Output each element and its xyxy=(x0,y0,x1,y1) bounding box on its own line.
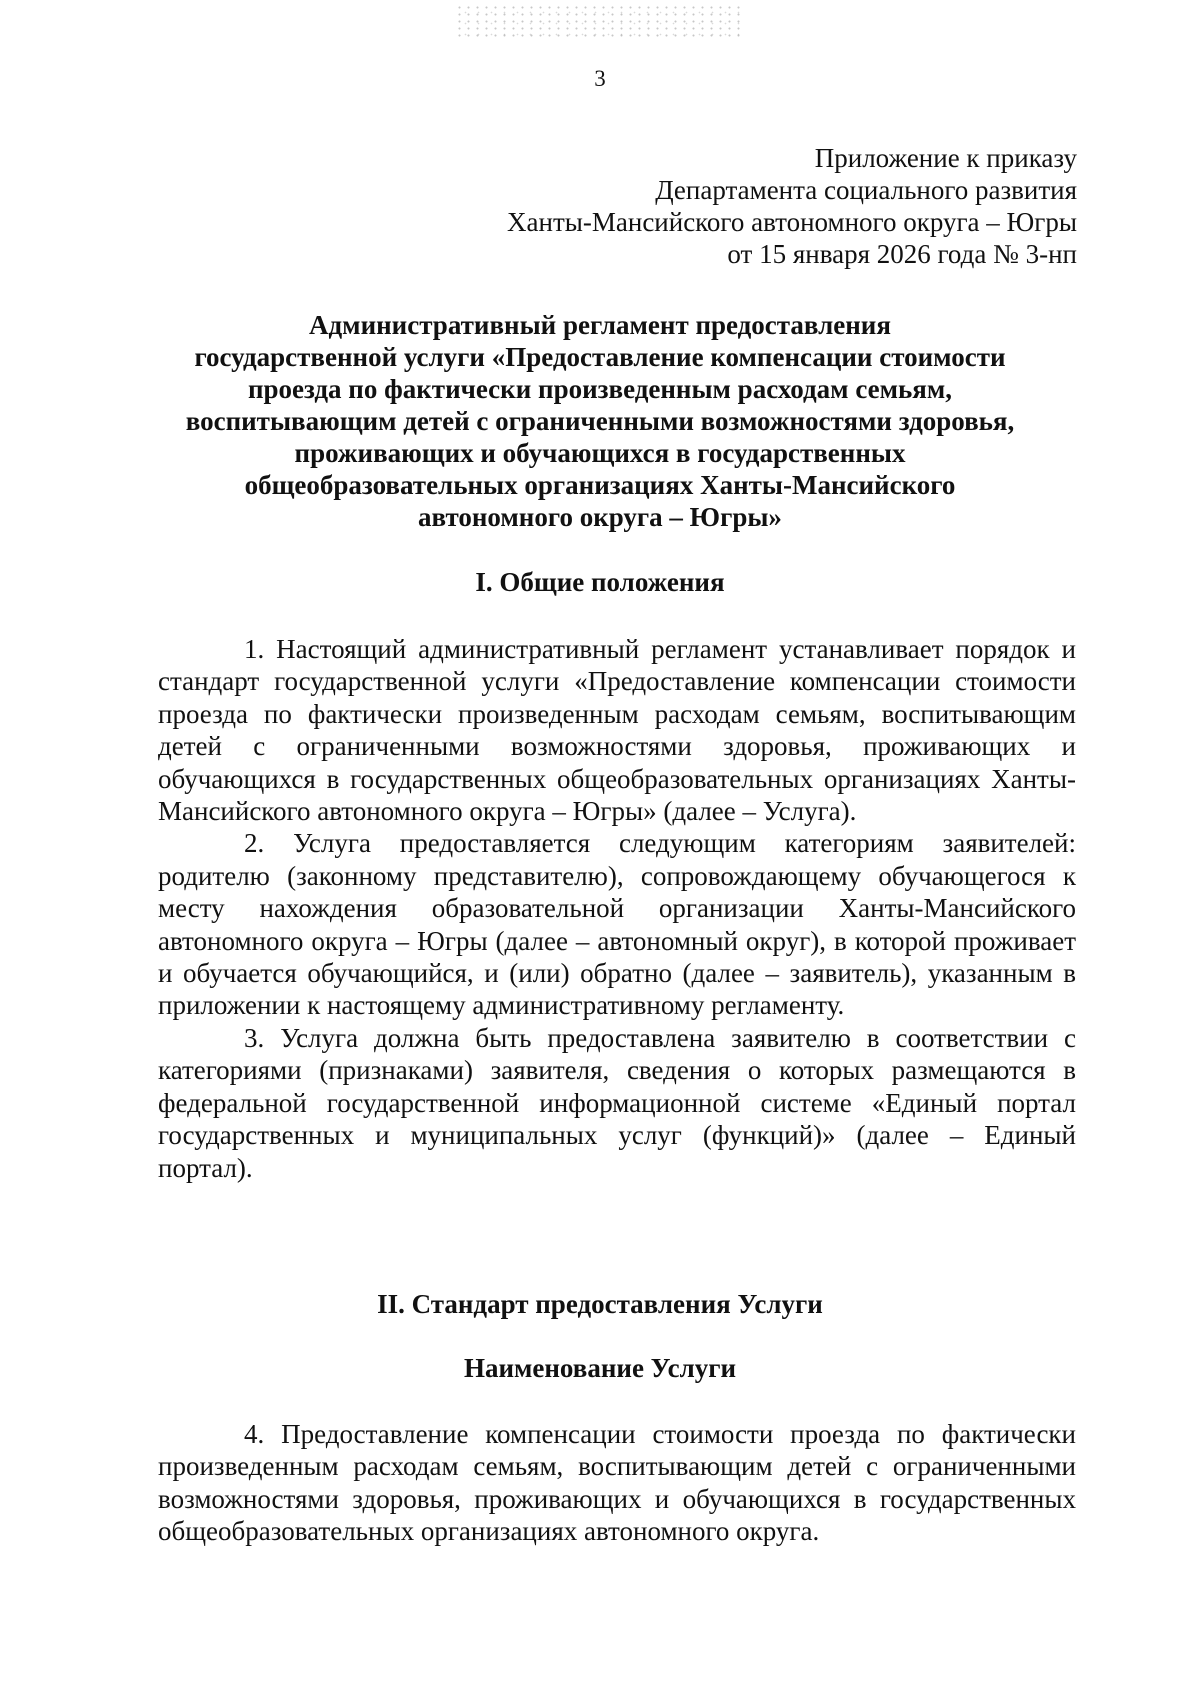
appendix-line: Департамента социального развития xyxy=(655,175,1077,205)
section-1-heading: I. Общие положения xyxy=(475,567,725,597)
title-line: проезда по фактически произведенным расходам семьям, xyxy=(247,374,953,404)
title-line: автономного округа – Югры» xyxy=(418,502,782,532)
section-2-body xyxy=(158,1418,1076,1548)
title-line: государственной услуги «Предоставление компенсации стоимости xyxy=(194,342,1006,372)
appendix-line: Приложение к приказу xyxy=(814,143,1077,173)
title-line: общеобразовательных организациях Ханты-Мансийского xyxy=(244,470,956,500)
paragraph-1: 1. Настоящий административный регламент устанавливает порядок и стандарт государственной услуги «Предоставление компенсации стоимости проезда по фактически произведенным расходам семьям, воспитывающим детей с ограниченными возможностями здоровья, проживающих и обучающихся в государственных общеобразовательных организациях Ханты-Мансийского автономного округа – Югры» (далее – Услуга). xyxy=(158,634,1076,827)
paragraph-3: 3. Услуга должна быть предоставлена заявителю в соответствии с категориями (признаками) заявителя, сведения о которых размещаются в федеральной государственной информационной системе «Единый портал государственных и муниципальных услуг (функций)» (далее – Единый портал). xyxy=(158,1022,1076,1183)
title-line: Административный регламент предоставления xyxy=(309,310,891,340)
appendix-line: Ханты-Мансийского автономного округа – Югры xyxy=(507,207,1077,237)
paragraph-4: 4. Предоставление компенсации стоимости проезда по фактически произведенным расходам семьям, воспитывающим детей с ограниченными возможностями здоровья, проживающих и обучающихся в государственных общеобразовательных организациях автономного округа. xyxy=(158,1419,1076,1547)
section-1-body xyxy=(158,633,1076,1184)
document-title xyxy=(120,309,1080,533)
appendix-line: от 15 января 2026 года № 3-нп xyxy=(727,239,1077,269)
page-number: 3 xyxy=(594,66,606,91)
title-line: проживающих и обучающихся в государственных xyxy=(294,438,906,468)
section-2-heading: II. Стандарт предоставления Услуги xyxy=(377,1289,823,1319)
title-line: воспитывающим детей с ограниченными возможностями здоровья, xyxy=(185,406,1015,436)
section-2-subheading: Наименование Услуги xyxy=(463,1353,737,1383)
appendix-header xyxy=(507,142,1077,270)
scan-artifact xyxy=(455,4,745,40)
paragraph-2: 2. Услуга предоставляется следующим категориям заявителей: родителю (законному представителю), сопровождающему обучающегося к месту нахождения образовательной организации Ханты-Мансийского автономного округа – Югры (далее – автономный округ), в которой проживает и обучается обучающийся, и (или) обратно (далее – заявитель), указанным в приложении к настоящему административному регламенту. xyxy=(158,828,1076,1021)
